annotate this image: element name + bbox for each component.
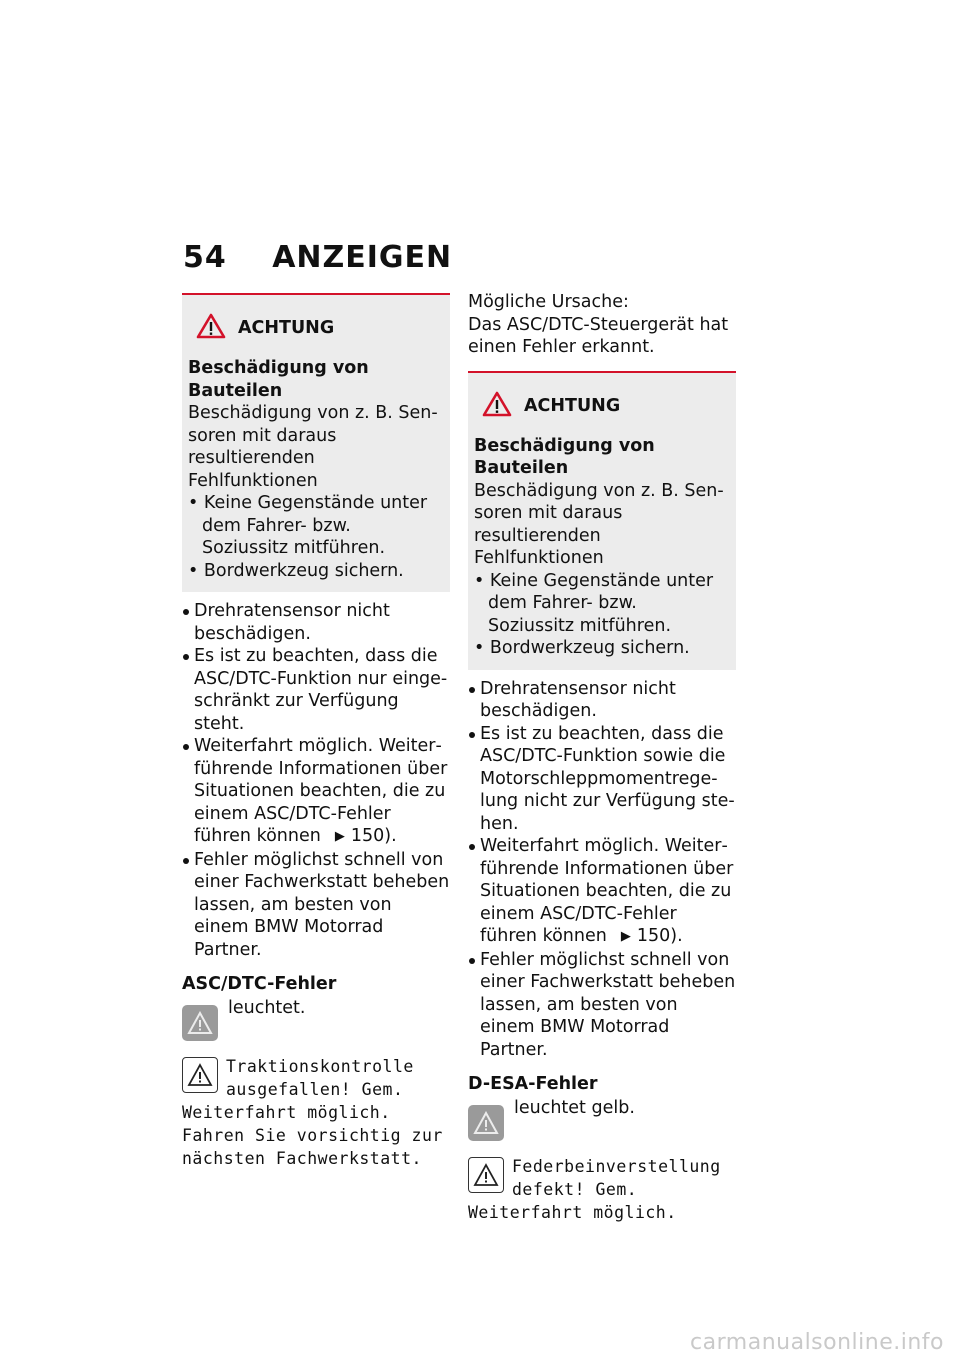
warning-list bbox=[188, 492, 442, 582]
list-item: Fehler möglichst schnell von einer Fachwerkstatt beheben lassen, am besten von einem BMW Motorrad Partner. bbox=[182, 849, 450, 962]
warning-label: ACHTUNG bbox=[238, 318, 335, 338]
display-text: Federbeinverstellung defekt! Gem. Weiterfahrt möglich. bbox=[468, 1157, 721, 1222]
list-item: • Bordwerkzeug sichern. bbox=[474, 638, 690, 658]
warning-label: ACHTUNG bbox=[524, 395, 621, 416]
warning-triangle-icon bbox=[482, 391, 512, 421]
watermark: carmanualsonline.info bbox=[690, 1330, 944, 1355]
page-reference[interactable]: 150). bbox=[636, 926, 683, 946]
page-reference-icon: ▶ bbox=[334, 829, 345, 844]
warning-box bbox=[182, 293, 450, 592]
page-header bbox=[183, 240, 452, 275]
left-column bbox=[182, 293, 450, 1170]
warning-indicator-icon bbox=[468, 1105, 504, 1141]
page-reference-icon: ▶ bbox=[620, 929, 631, 944]
list-item: • Keine Gegenstände unter dem Fahrer- bzw. Soziussitz mitführen. bbox=[474, 570, 714, 636]
cause-label: Mögliche Ursache: bbox=[468, 292, 629, 312]
bullet-list bbox=[468, 678, 736, 1062]
list-item: • Keine Gegenstände unter dem Fahrer- bzw. Soziussitz mitführen. bbox=[188, 493, 428, 558]
chapter-title: ANZEIGEN bbox=[272, 240, 453, 275]
page-number: 54 bbox=[183, 240, 227, 275]
list-item: Fehler möglichst schnell von einer Fachwerkstatt beheben lassen, am besten von einem BMW Motorrad Partner. bbox=[468, 949, 736, 1062]
right-column bbox=[468, 291, 736, 1224]
cause-text: Das ASC/DTC-Steuergerät hat einen Fehler erkannt. bbox=[468, 314, 729, 357]
warning-indicator-icon bbox=[182, 1005, 218, 1041]
warning-triangle-icon bbox=[196, 313, 226, 343]
list-item: Weiterfahrt möglich. Weiterführende Informationen über Situationen beachten, die zu einem ASC/DTC-Fehler führen können ▶ 150). bbox=[182, 735, 450, 849]
list-item: Es ist zu beachten, dass die ASC/DTC-Funktion sowie die Motorschleppmomentregelung nicht zur Verfügung stehen. bbox=[468, 723, 736, 836]
warning-header bbox=[196, 313, 442, 343]
warning-heading: Beschädigung von Bauteilen bbox=[474, 435, 655, 478]
list-item: Weiterfahrt möglich. Weiterführende Informationen über Situationen beachten, die zu einem ASC/DTC-Fehler führen können ▶ 150). bbox=[468, 835, 736, 949]
indicator-text: leuchtet gelb. bbox=[514, 1098, 635, 1118]
list-item: Es ist zu beachten, dass die ASC/DTC-Funktion nur eingeschränkt zur Verfügung steht. bbox=[182, 645, 450, 735]
indicator-row bbox=[468, 1097, 736, 1141]
display-warning-icon bbox=[468, 1157, 504, 1193]
warning-heading: Beschädigung von Bauteilen bbox=[188, 358, 369, 401]
indicator-row bbox=[182, 997, 450, 1041]
display-text: Traktionskontrolle ausgefallen! Gem. Weiterfahrt möglich. Fahren Sie vorsichtig zur nächsten Fachwerkstatt. bbox=[182, 1057, 443, 1168]
list-item: Drehratensensor nicht beschädigen. bbox=[468, 678, 736, 723]
display-message bbox=[468, 1155, 736, 1224]
page-reference[interactable]: 150). bbox=[350, 826, 397, 846]
display-warning-icon bbox=[182, 1057, 218, 1093]
display-message bbox=[182, 1055, 450, 1170]
warning-text: Beschädigung von z. B. Sensoren mit daraus resultierenden Fehlfunktionen bbox=[188, 403, 438, 491]
list-item: • Bordwerkzeug sichern. bbox=[188, 560, 404, 581]
warning-header bbox=[482, 391, 728, 421]
warning-list bbox=[474, 570, 728, 660]
section-title: D-ESA-Fehler bbox=[468, 1074, 598, 1094]
warning-box bbox=[468, 371, 736, 670]
warning-text: Beschädigung von z. B. Sensoren mit daraus resultierenden Fehlfunktionen bbox=[474, 480, 724, 568]
indicator-text: leuchtet. bbox=[228, 998, 306, 1018]
bullet-list bbox=[182, 600, 450, 961]
section-title: ASC/DTC-Fehler bbox=[182, 974, 337, 994]
list-item: Drehratensensor nicht beschädigen. bbox=[182, 600, 450, 645]
